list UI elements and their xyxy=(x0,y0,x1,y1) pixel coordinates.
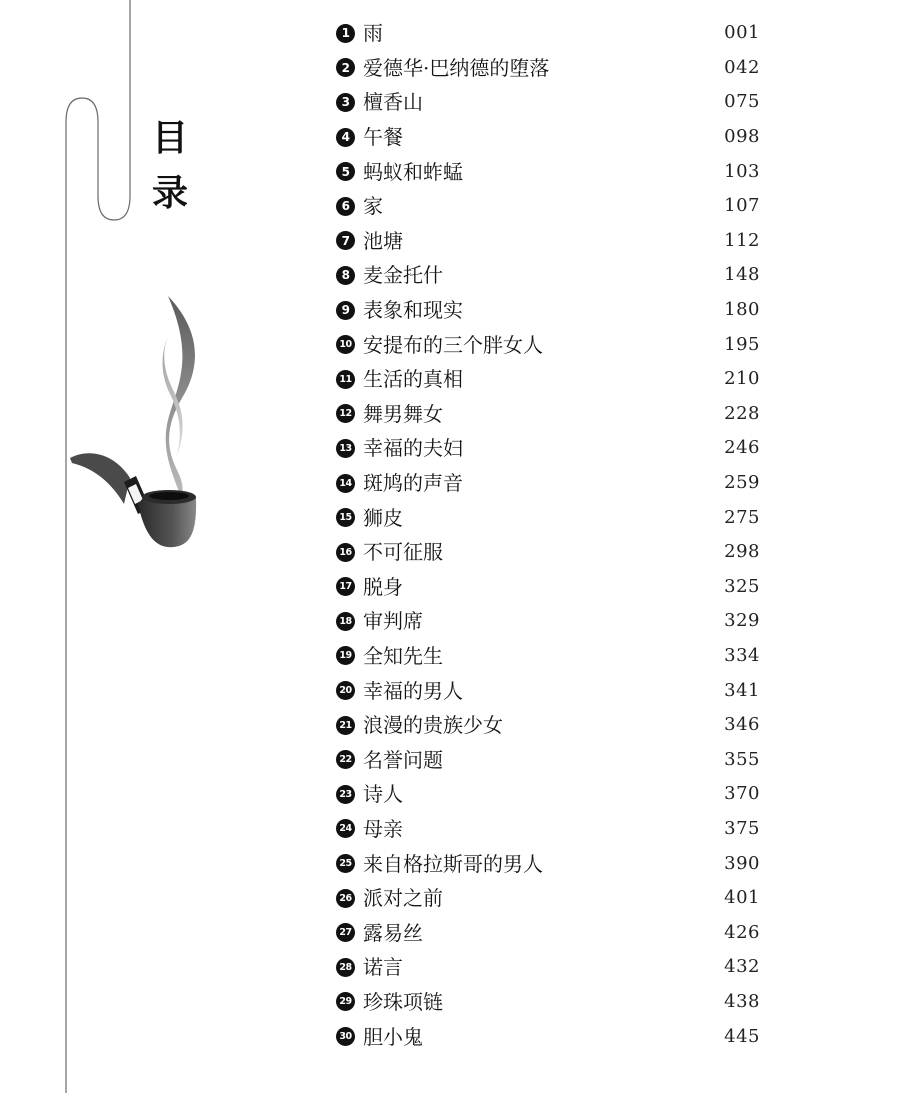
chapter-number-badge: 9 xyxy=(336,301,355,320)
chapter-page-number: 259 xyxy=(724,472,760,494)
chapter-title: 名誉问题 xyxy=(363,747,443,772)
toc-entry[interactable] xyxy=(336,189,760,224)
chapter-title: 幸福的夫妇 xyxy=(363,436,463,461)
chapter-number-badge: 20 xyxy=(336,681,355,700)
chapter-title: 全知先生 xyxy=(363,643,443,668)
chapter-number-badge: 2 xyxy=(336,58,355,77)
chapter-number-badge: 10 xyxy=(336,335,355,354)
chapter-page-number: 298 xyxy=(724,541,760,563)
toc-entry[interactable] xyxy=(336,708,760,743)
chapter-page-number: 042 xyxy=(724,56,760,78)
chapter-title: 珍珠项链 xyxy=(363,989,443,1014)
chapter-page-number: 098 xyxy=(724,126,760,148)
chapter-number-badge: 4 xyxy=(336,128,355,147)
chapter-page-number: 401 xyxy=(724,887,760,909)
chapter-title: 浪漫的贵族少女 xyxy=(363,713,503,738)
chapter-number-badge: 22 xyxy=(336,750,355,769)
smoking-pipe-icon xyxy=(70,453,196,547)
chapter-number-badge: 26 xyxy=(336,889,355,908)
toc-entry[interactable] xyxy=(336,120,760,155)
toc-entry[interactable] xyxy=(336,1019,760,1054)
chapter-number-badge: 15 xyxy=(336,508,355,527)
chapter-number-badge: 29 xyxy=(336,992,355,1011)
chapter-number-badge: 17 xyxy=(336,577,355,596)
chapter-number-badge: 19 xyxy=(336,646,355,665)
chapter-number-badge: 8 xyxy=(336,266,355,285)
toc-entry[interactable] xyxy=(336,846,760,881)
chapter-number-badge: 14 xyxy=(336,474,355,493)
toc-entry[interactable] xyxy=(336,812,760,847)
chapter-page-number: 329 xyxy=(724,610,760,632)
chapter-title: 来自格拉斯哥的男人 xyxy=(363,851,543,876)
chapter-title: 蚂蚁和蚱蜢 xyxy=(363,159,463,184)
toc-entry[interactable] xyxy=(336,258,760,293)
chapter-number-badge: 5 xyxy=(336,162,355,181)
chapter-number-badge: 24 xyxy=(336,819,355,838)
chapter-page-number: 334 xyxy=(724,644,760,666)
chapter-page-number: 346 xyxy=(724,714,760,736)
toc-entry[interactable] xyxy=(336,362,760,397)
chapter-page-number: 390 xyxy=(724,852,760,874)
chapter-page-number: 375 xyxy=(724,817,760,839)
table-of-contents xyxy=(336,16,760,1054)
chapter-title: 不可征服 xyxy=(363,540,443,565)
toc-entry[interactable] xyxy=(336,397,760,432)
chapter-title: 母亲 xyxy=(363,816,403,841)
chapter-page-number: 112 xyxy=(724,229,760,251)
chapter-page-number: 107 xyxy=(724,195,760,217)
chapter-title: 安提布的三个胖女人 xyxy=(363,332,543,357)
toc-entry[interactable] xyxy=(336,16,760,51)
chapter-page-number: 432 xyxy=(724,956,760,978)
toc-entry[interactable] xyxy=(336,673,760,708)
chapter-title: 胆小鬼 xyxy=(363,1024,423,1049)
chapter-title: 露易丝 xyxy=(363,920,423,945)
toc-entry[interactable] xyxy=(336,950,760,985)
chapter-page-number: 180 xyxy=(724,299,760,321)
chapter-title: 诗人 xyxy=(363,782,403,807)
chapter-title: 生活的真相 xyxy=(363,367,463,392)
toc-entry[interactable] xyxy=(336,466,760,501)
chapter-page-number: 075 xyxy=(724,91,760,113)
chapter-page-number: 001 xyxy=(724,22,760,44)
page-title-char-2: 录 xyxy=(151,172,188,214)
toc-entry[interactable] xyxy=(336,604,760,639)
toc-entry[interactable] xyxy=(336,915,760,950)
chapter-page-number: 228 xyxy=(724,402,760,424)
chapter-number-badge: 11 xyxy=(336,370,355,389)
chapter-number-badge: 3 xyxy=(336,93,355,112)
chapter-page-number: 246 xyxy=(724,437,760,459)
chapter-title: 狮皮 xyxy=(363,505,403,530)
chapter-page-number: 148 xyxy=(724,264,760,286)
toc-entry[interactable] xyxy=(336,570,760,605)
chapter-number-badge: 30 xyxy=(336,1027,355,1046)
chapter-page-number: 341 xyxy=(724,679,760,701)
chapter-number-badge: 27 xyxy=(336,923,355,942)
toc-entry[interactable] xyxy=(336,293,760,328)
chapter-page-number: 370 xyxy=(724,783,760,805)
title-bracket-line xyxy=(66,0,130,1093)
toc-entry[interactable] xyxy=(336,742,760,777)
chapter-title: 雨 xyxy=(363,21,383,46)
chapter-number-badge: 13 xyxy=(336,439,355,458)
chapter-title: 派对之前 xyxy=(363,886,443,911)
chapter-title: 檀香山 xyxy=(363,90,423,115)
chapter-page-number: 195 xyxy=(724,333,760,355)
chapter-page-number: 325 xyxy=(724,575,760,597)
chapter-page-number: 438 xyxy=(724,990,760,1012)
chapter-number-badge: 7 xyxy=(336,231,355,250)
toc-entry[interactable] xyxy=(336,431,760,466)
chapter-page-number: 355 xyxy=(724,748,760,770)
chapter-title: 幸福的男人 xyxy=(363,678,463,703)
smoke-wisp-icon xyxy=(163,296,195,498)
chapter-number-badge: 1 xyxy=(336,24,355,43)
chapter-number-badge: 23 xyxy=(336,785,355,804)
toc-entry[interactable] xyxy=(336,327,760,362)
chapter-number-badge: 6 xyxy=(336,197,355,216)
chapter-page-number: 445 xyxy=(724,1025,760,1047)
chapter-title: 舞男舞女 xyxy=(363,401,443,426)
toc-entry[interactable] xyxy=(336,51,760,86)
chapter-page-number: 426 xyxy=(724,921,760,943)
toc-entry[interactable] xyxy=(336,777,760,812)
chapter-title: 爱德华·巴纳德的堕落 xyxy=(363,55,550,80)
chapter-title: 池塘 xyxy=(363,228,403,253)
chapter-title: 午餐 xyxy=(363,125,403,150)
chapter-number-badge: 16 xyxy=(336,543,355,562)
chapter-number-badge: 28 xyxy=(336,958,355,977)
chapter-title: 家 xyxy=(363,194,383,219)
chapter-number-badge: 21 xyxy=(336,716,355,735)
chapter-title: 脱身 xyxy=(363,574,403,599)
margin-decoration xyxy=(0,0,230,1093)
chapter-title: 麦金托什 xyxy=(363,263,443,288)
toc-entry[interactable] xyxy=(336,639,760,674)
chapter-page-number: 103 xyxy=(724,160,760,182)
chapter-title: 表象和现实 xyxy=(363,298,463,323)
toc-entry[interactable] xyxy=(336,154,760,189)
toc-entry[interactable] xyxy=(336,881,760,916)
chapter-number-badge: 12 xyxy=(336,404,355,423)
toc-entry[interactable] xyxy=(336,85,760,120)
chapter-title: 斑鸠的声音 xyxy=(363,471,463,496)
chapter-number-badge: 18 xyxy=(336,612,355,631)
chapter-page-number: 275 xyxy=(724,506,760,528)
chapter-page-number: 210 xyxy=(724,368,760,390)
page-title-char-1: 目 xyxy=(151,117,188,159)
toc-entry[interactable] xyxy=(336,985,760,1020)
chapter-title: 诺言 xyxy=(363,955,403,980)
toc-entry[interactable] xyxy=(336,224,760,259)
toc-entry[interactable] xyxy=(336,500,760,535)
chapter-number-badge: 25 xyxy=(336,854,355,873)
toc-entry[interactable] xyxy=(336,535,760,570)
chapter-title: 审判席 xyxy=(363,609,423,634)
